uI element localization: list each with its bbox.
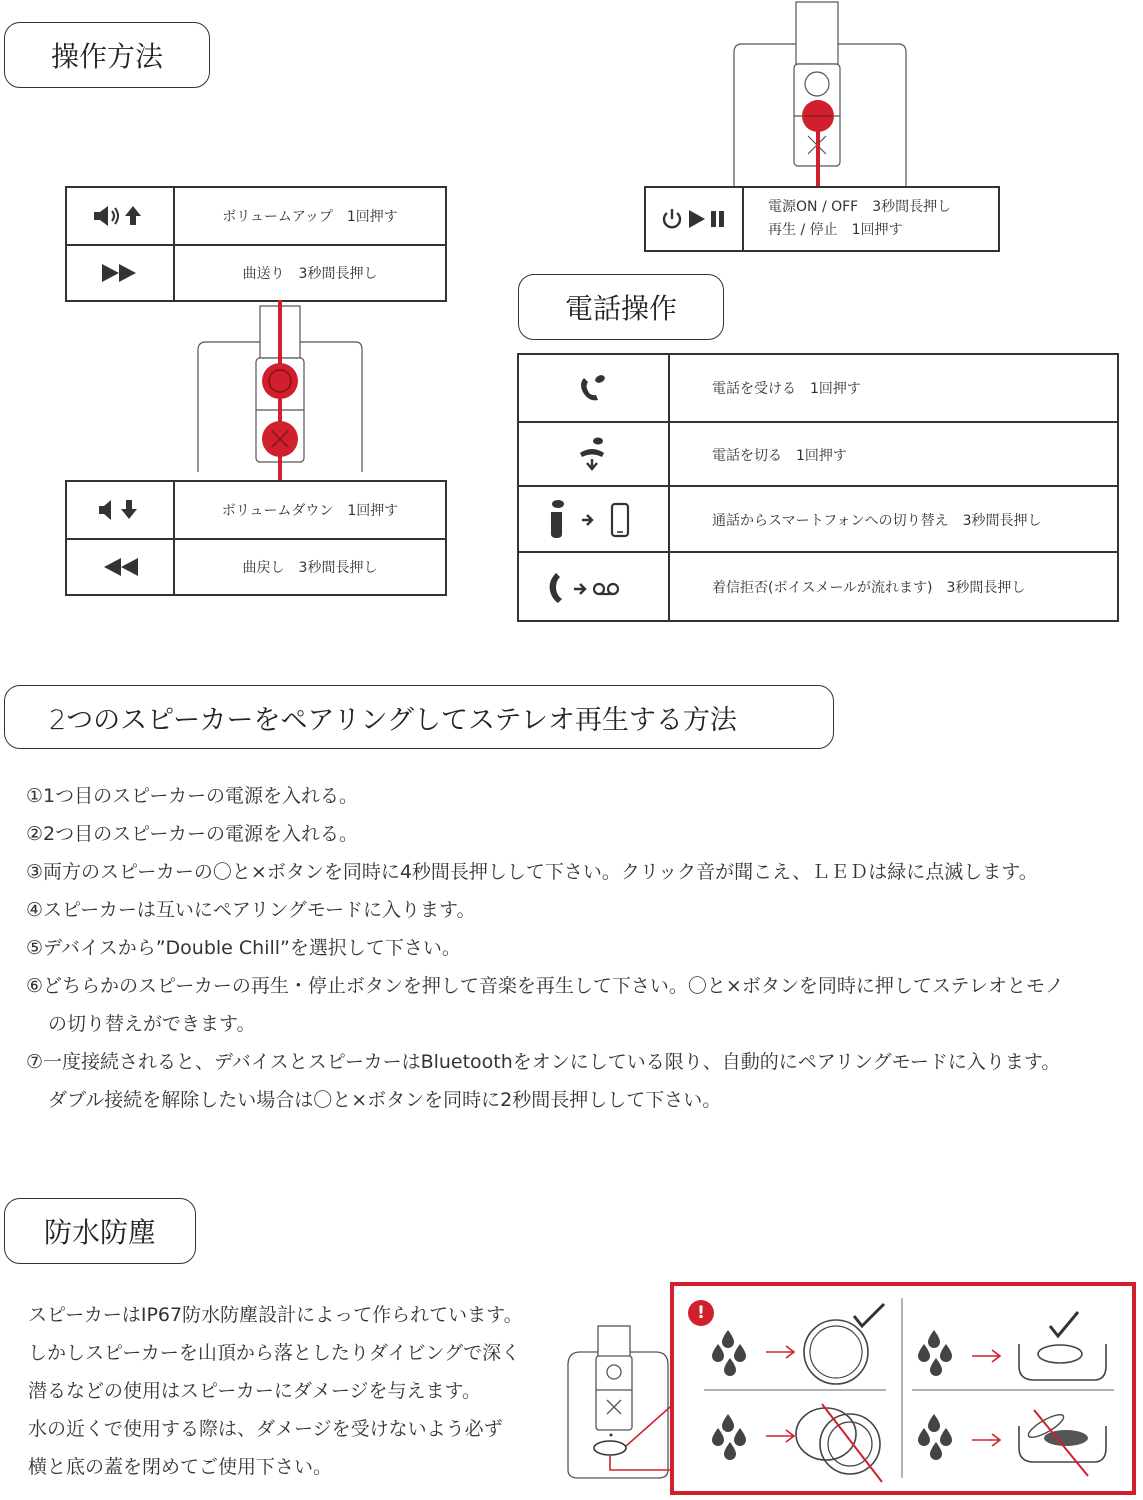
volume-down-text: ボリュームダウン 1回押す bbox=[221, 503, 399, 519]
pairing-step-7: ⑦一度接続されると、デバイスとスピーカーはBluetoothをオンにしている限り、自動的にペアリングモードに入ります。 bbox=[26, 1051, 1061, 1073]
skip-forward-icon bbox=[67, 246, 175, 300]
table-row bbox=[67, 244, 445, 300]
speaker-top-illustration bbox=[730, 0, 910, 188]
speaker-front-illustration bbox=[190, 300, 370, 485]
volume-down-table bbox=[65, 480, 447, 596]
waterproof-line-5: 横と底の蓋を閉めてご使用下さい。 bbox=[28, 1456, 333, 1478]
pairing-step-4: ④スピーカーは互いにペアリングモードに入ります。 bbox=[26, 899, 476, 921]
pairing-step-5: ⑤デバイスから”Double Chill”を選択して下さい。 bbox=[26, 937, 461, 959]
table-row bbox=[519, 485, 1117, 553]
answer-call-text: 電話を受ける 1回押す bbox=[712, 381, 861, 397]
pairing-heading bbox=[4, 685, 834, 749]
water-exposure-diagram bbox=[674, 1286, 1132, 1491]
table-row bbox=[519, 551, 1117, 620]
water-drops-icon bbox=[918, 1330, 952, 1376]
phone-table bbox=[517, 353, 1119, 622]
waterproof-heading-label: 防水防塵 bbox=[43, 1216, 156, 1249]
waterproof-line-1: スピーカーはIP67防水防塵設計によって作られています。 bbox=[28, 1304, 523, 1326]
pairing-step-6-cont: の切り替えができます。 bbox=[48, 1013, 256, 1035]
power-table bbox=[644, 186, 1000, 252]
arrow-right-icon bbox=[766, 1346, 1000, 1446]
transfer-to-phone-text: 通話からスマートフォンへの切り替え 3秒間長押し bbox=[712, 513, 1042, 529]
operation-heading bbox=[4, 22, 210, 88]
power-play-pause-icon bbox=[646, 188, 744, 250]
volume-up-table bbox=[65, 186, 447, 302]
table-row bbox=[67, 188, 445, 244]
water-drops-icon bbox=[712, 1414, 746, 1460]
volume-down-icon bbox=[67, 482, 175, 538]
pairing-step-6: ⑥どちらかのスピーカーの再生・停止ボタンを押して音楽を再生して下さい。〇と×ボタンを同時に押してステレオとモノ bbox=[26, 975, 1064, 997]
skip-forward-text: 曲送り 3秒間長押し bbox=[242, 266, 378, 282]
table-row bbox=[519, 355, 1117, 421]
phone-heading-label: 電話操作 bbox=[564, 292, 677, 325]
warning-mark: ! bbox=[697, 1303, 705, 1323]
check-icon bbox=[1050, 1312, 1078, 1336]
volume-up-text: ボリュームアップ 1回押す bbox=[222, 209, 398, 225]
water-drops-icon bbox=[712, 1330, 746, 1376]
cross-out-icon bbox=[822, 1404, 882, 1482]
check-icon bbox=[854, 1304, 884, 1326]
waterproof-heading bbox=[4, 1198, 196, 1264]
speaker-cap-illustration bbox=[560, 1320, 680, 1490]
hang-up-text: 電話を切る 1回押す bbox=[712, 448, 847, 464]
pairing-step-7-cont: ダブル接続を解除したい場合は〇と×ボタンを同時に2秒間長押しして下さい。 bbox=[48, 1089, 722, 1111]
operation-heading-label: 操作方法 bbox=[50, 40, 163, 73]
pairing-step-3: ③両方のスピーカーの〇と×ボタンを同時に4秒間長押しして下さい。クリック音が聞こえ、ＬＥＤは緑に点滅します。 bbox=[26, 861, 1038, 883]
table-row bbox=[646, 188, 998, 250]
power-text-line1: 電源ON / OFF 3秒間長押し bbox=[768, 199, 952, 215]
pairing-step-2: ②2つ目のスピーカーの電源を入れる。 bbox=[26, 823, 358, 845]
pairing-step-1: ①1つ目のスピーカーの電源を入れる。 bbox=[26, 785, 358, 807]
table-row bbox=[67, 482, 445, 538]
table-row bbox=[519, 421, 1117, 487]
hang-up-icon bbox=[519, 423, 670, 487]
water-drops-icon bbox=[918, 1414, 952, 1460]
voicemail-icon bbox=[519, 553, 670, 620]
waterproof-line-2: しかしスピーカーを山頂から落としたりダイビングで深く bbox=[28, 1342, 521, 1364]
table-row bbox=[67, 538, 445, 594]
skip-back-text: 曲戻し 3秒間長押し bbox=[242, 560, 378, 576]
phone-heading bbox=[518, 274, 724, 340]
waterproof-line-4: 水の近くで使用する際は、ダメージを受けないよう必ず bbox=[28, 1418, 503, 1440]
waterproof-warning-box bbox=[670, 1282, 1136, 1495]
volume-up-icon bbox=[67, 188, 175, 244]
skip-back-icon bbox=[67, 540, 175, 594]
waterproof-line-3: 潜るなどの使用はスピーカーにダメージを与えます。 bbox=[28, 1380, 481, 1402]
voicemail-text: 着信拒否(ボイスメールが流れます) 3秒間長押し bbox=[712, 579, 1026, 596]
pairing-heading-label: 2つのスピーカーをペアリングしてステレオ再生する方法 bbox=[49, 704, 737, 736]
power-text-line2: 再生 / 停止 1回押す bbox=[768, 222, 903, 238]
answer-call-icon bbox=[519, 355, 670, 421]
transfer-to-phone-icon bbox=[519, 487, 670, 553]
